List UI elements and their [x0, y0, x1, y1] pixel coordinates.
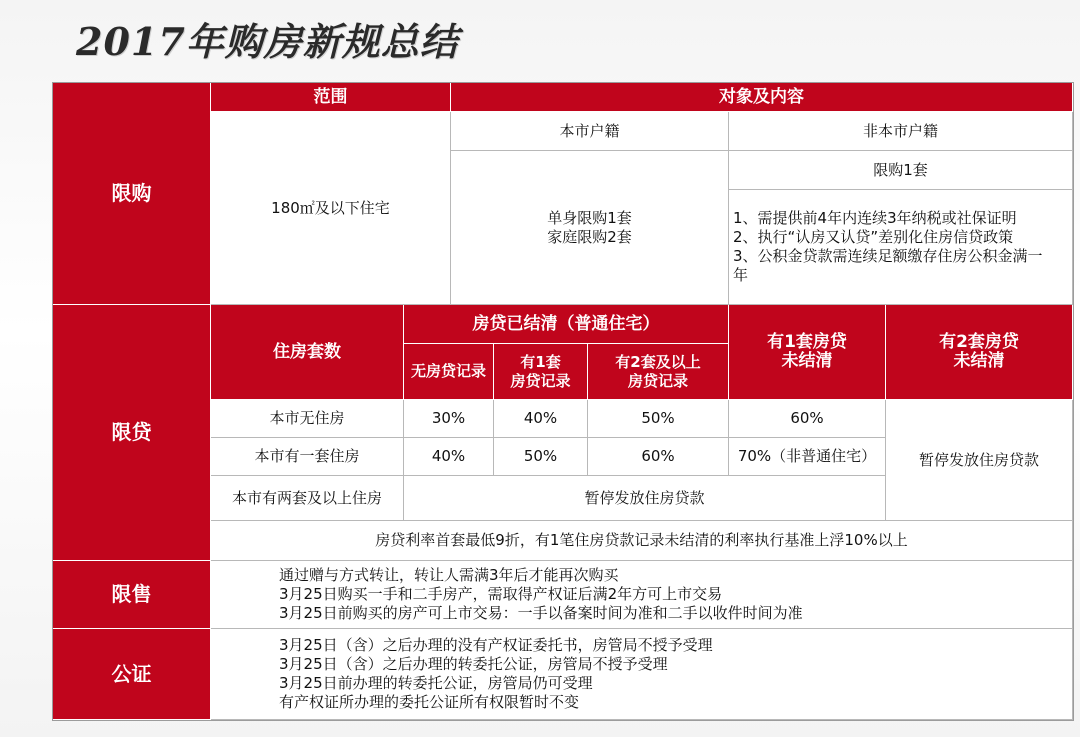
- notary-rule: 3月25日（含）之后办理的没有产权证委托书，房管局不授予受理: [279, 636, 713, 654]
- nonlocal-requirement-1: 1、需提供前4年内连续3年纳税或社保证明: [733, 209, 1017, 227]
- notary-rule: 3月25日（含）之后办理的转委托公证，房管局不授予受理: [279, 655, 668, 673]
- loan-row-name: 本市有一套住房: [211, 438, 404, 476]
- loan-row-value: 50%: [588, 400, 729, 438]
- header-scope: 范围: [211, 83, 451, 112]
- sale-rule: 3月25日前购买的房产可上市交易：一手以备案时间为准和二手以收件时间为准: [279, 604, 803, 622]
- header-two-records: 有2套及以上 房贷记录: [588, 344, 729, 400]
- loan-row-value: 50%: [494, 438, 588, 476]
- sale-rule: 3月25日购买一手和二手房产，需取得产权证后满2年方可上市交易: [279, 585, 723, 603]
- sale-rules: [211, 561, 1073, 629]
- loan-rate-note: 房贷利率首套最低9折，有1笔住房贷款记录未结清的利率执行基准上浮10%以上: [211, 521, 1073, 561]
- loan-row-name: 本市无住房: [211, 400, 404, 438]
- loan-row-value: 70%（非普通住宅）: [729, 438, 886, 476]
- loan-suspend-cell: 暂停发放住房贷款: [886, 400, 1073, 521]
- notary-rules: [211, 629, 1073, 720]
- header-one-record: 有1套 房贷记录: [494, 344, 588, 400]
- header-two-unpaid: 有2套房贷 未结清: [886, 305, 1073, 400]
- header-no-record: 无房贷记录: [404, 344, 494, 400]
- header-target: 对象及内容: [451, 83, 1073, 112]
- page-title: 2017年购房新规总结: [76, 19, 459, 64]
- section-label-sale: 限售: [53, 561, 211, 629]
- header-housing-count: 住房套数: [211, 305, 404, 400]
- purchase-scope: 180㎡及以下住宅: [211, 112, 451, 305]
- nonlocal-requirement-2: 2、执行“认房又认贷”差别化住房信贷政策: [733, 228, 1014, 246]
- loan-row-value: 40%: [404, 438, 494, 476]
- nonlocal-hukou-title: 非本市户籍: [729, 112, 1073, 151]
- nonlocal-requirement-3: 3、公积金贷款需连续足额缴存住房公积金满一年: [733, 247, 1043, 284]
- section-label-loan: 限贷: [53, 305, 211, 561]
- header-loan-cleared: 房贷已结清（普通住宅）: [404, 305, 729, 344]
- section-label-notary: 公证: [53, 629, 211, 720]
- loan-row-merged: 暂停发放住房贷款: [404, 476, 886, 521]
- loan-row-value: 60%: [588, 438, 729, 476]
- notary-rule: 有产权证所办理的委托公证所有权限暂时不变: [279, 693, 580, 711]
- sale-rule: 通过赠与方式转让，转让人需满3年后才能再次购买: [279, 566, 619, 584]
- loan-row-value: 30%: [404, 400, 494, 438]
- local-hukou-title: 本市户籍: [451, 112, 729, 151]
- loan-row-name: 本市有两套及以上住房: [211, 476, 404, 521]
- nonlocal-requirements: [729, 190, 1073, 305]
- loan-row-value: 60%: [729, 400, 886, 438]
- section-label-purchase: 限购: [53, 83, 211, 305]
- notary-rule: 3月25日前办理的转委托公证，房管局仍可受理: [279, 674, 593, 692]
- nonlocal-limit: 限购1套: [729, 151, 1073, 190]
- local-hukou-content: 单身限购1套 家庭限购2套: [451, 151, 729, 305]
- header-one-unpaid: 有1套房贷 未结清: [729, 305, 886, 400]
- loan-row-value: 40%: [494, 400, 588, 438]
